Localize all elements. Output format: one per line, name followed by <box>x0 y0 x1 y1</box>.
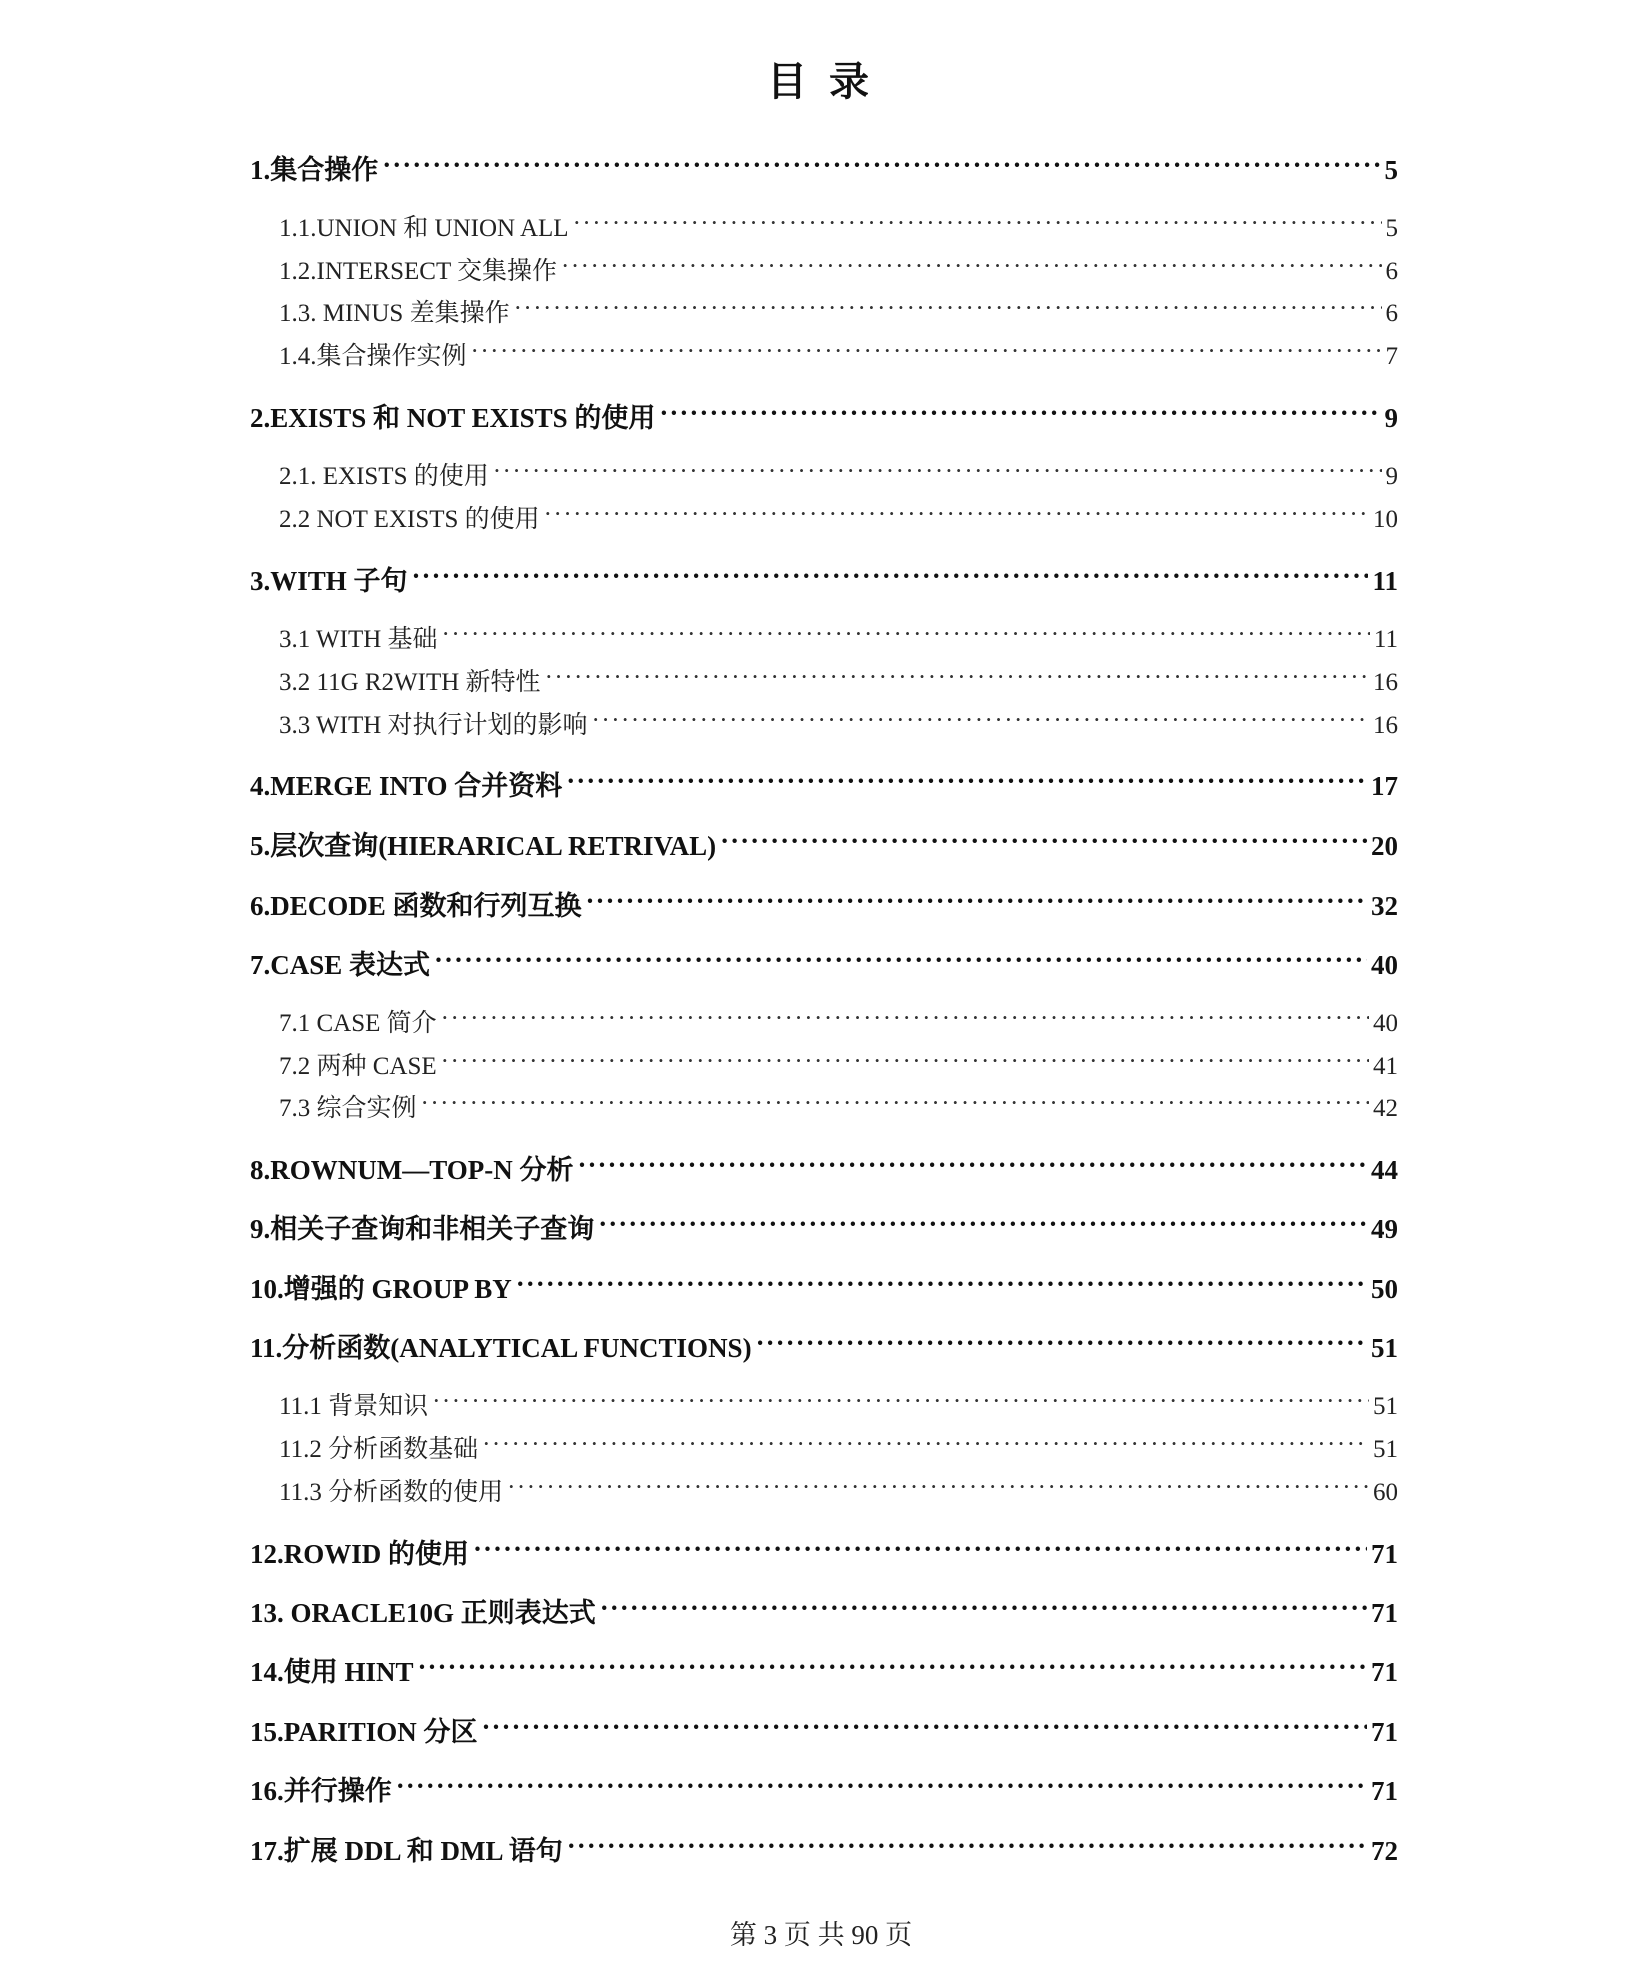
toc-dot-leader <box>586 886 1367 917</box>
toc-entry-page-number: 60 <box>1373 1479 1398 1506</box>
toc-chapter-entry[interactable] <box>250 1148 1398 1187</box>
toc-section-entry[interactable] <box>279 499 1398 535</box>
toc-chapter-entry[interactable] <box>250 396 1398 435</box>
toc-entry-title: 3.2 11G R2WITH 新特性 <box>279 669 541 696</box>
toc-entry-title: 11.3 分析函数的使用 <box>279 1479 504 1506</box>
toc-entry-page-number: 16 <box>1373 712 1398 739</box>
page-title: 目 录 <box>767 59 875 104</box>
toc-entry-title: 1.3. MINUS 差集操作 <box>279 300 510 327</box>
toc-entry-title: 5.层次查询(HIERARICAL RETRIVAL) <box>250 831 717 861</box>
toc-entry-title: 17.扩展 DDL 和 DML 语句 <box>250 1836 563 1866</box>
toc-entry-title: 2.EXISTS 和 NOT EXISTS 的使用 <box>250 403 656 433</box>
toc-dot-leader <box>418 1652 1367 1683</box>
toc-chapter-entry[interactable] <box>250 1650 1398 1689</box>
toc-dot-leader <box>561 253 1381 281</box>
toc-entry-page-number: 6 <box>1385 300 1398 327</box>
toc-chapter-entry[interactable] <box>250 148 1398 187</box>
toc-entry-title: 7.2 两种 CASE <box>279 1053 437 1080</box>
toc-entry-title: 11.1 背景知识 <box>279 1393 429 1420</box>
toc-entry-page-number: 5 <box>1385 215 1398 242</box>
toc-dot-leader <box>396 1771 1367 1802</box>
toc-dot-leader <box>412 561 1369 592</box>
toc-chapter-entry[interactable] <box>250 943 1398 982</box>
toc-dot-leader <box>421 1090 1369 1118</box>
toc-entry-page-number: 51 <box>1373 1393 1398 1420</box>
toc-section-entry[interactable] <box>279 1429 1398 1465</box>
toc-entry-title: 15.PARITION 分区 <box>250 1717 478 1747</box>
toc-chapter-entry[interactable] <box>250 824 1398 863</box>
toc-entry-title: 3.1 WITH 基础 <box>279 626 438 653</box>
toc-entry-title: 2.2 NOT EXISTS 的使用 <box>279 506 540 533</box>
toc-section-entry[interactable] <box>279 1003 1398 1039</box>
toc-section-entry[interactable] <box>279 1386 1398 1422</box>
toc-dot-leader <box>482 1431 1369 1459</box>
toc-entry-page-number: 9 <box>1384 403 1398 433</box>
toc-section-entry[interactable] <box>279 1088 1398 1124</box>
toc-entry-title: 1.1.UNION 和 UNION ALL <box>279 215 569 242</box>
toc-entry-title: 6.DECODE 函数和行列互换 <box>250 891 582 921</box>
toc-entry-page-number: 40 <box>1373 1010 1398 1037</box>
toc-entry-page-number: 71 <box>1371 1657 1398 1687</box>
toc-dot-leader <box>471 338 1382 366</box>
toc-entry-page-number: 11 <box>1372 566 1398 596</box>
toc-chapter-entry[interactable] <box>250 884 1398 923</box>
toc-entry-title: 7.1 CASE 简介 <box>279 1010 437 1037</box>
toc-entry-page-number: 41 <box>1373 1053 1398 1080</box>
toc-entry-page-number: 9 <box>1385 463 1398 490</box>
toc-dot-leader <box>544 501 1369 529</box>
toc-chapter-entry[interactable] <box>250 1710 1398 1749</box>
toc-entry-title: 3.3 WITH 对执行计划的影响 <box>279 712 588 739</box>
toc-entry-title: 11.分析函数(ANALYTICAL FUNCTIONS) <box>250 1333 752 1363</box>
toc-entry-page-number: 71 <box>1371 1539 1398 1569</box>
toc-entry-page-number: 32 <box>1371 891 1398 921</box>
toc-section-entry[interactable] <box>279 662 1398 698</box>
toc-entry-page-number: 11 <box>1373 626 1398 653</box>
toc-entry-title: 9.相关子查询和非相关子查询 <box>250 1214 595 1244</box>
toc-entry-page-number: 51 <box>1373 1436 1398 1463</box>
toc-entry-title: 16.并行操作 <box>250 1776 392 1806</box>
toc-entry-page-number: 5 <box>1384 155 1398 185</box>
toc-dot-leader <box>441 1005 1369 1033</box>
toc-entry-title: 3.WITH 子句 <box>250 566 408 596</box>
toc-chapter-entry[interactable] <box>250 764 1398 803</box>
toc-chapter-entry[interactable] <box>250 1532 1398 1571</box>
toc-dot-leader <box>507 1474 1369 1502</box>
page-footer: 第 3 页 共 90 页 <box>729 1920 913 1950</box>
toc-entry-page-number: 42 <box>1373 1095 1398 1122</box>
toc-entry-title: 12.ROWID 的使用 <box>250 1539 470 1569</box>
toc-chapter-entry[interactable] <box>250 1267 1398 1306</box>
toc-section-entry[interactable] <box>279 1472 1398 1508</box>
toc-entry-title: 1.集合操作 <box>250 155 379 185</box>
toc-dot-leader <box>567 1831 1367 1862</box>
toc-dot-leader <box>514 295 1382 323</box>
toc-entry-page-number: 51 <box>1371 1333 1398 1363</box>
toc-section-entry[interactable] <box>279 208 1398 244</box>
toc-section-entry[interactable] <box>279 293 1398 329</box>
toc-entry-title: 2.1. EXISTS 的使用 <box>279 463 489 490</box>
toc-dot-leader <box>442 621 1370 649</box>
toc-dot-leader <box>382 150 1380 181</box>
toc-entry-page-number: 44 <box>1371 1155 1398 1185</box>
toc-chapter-entry[interactable] <box>250 1591 1398 1630</box>
toc-chapter-entry[interactable] <box>250 559 1398 598</box>
toc-section-entry[interactable] <box>279 251 1398 287</box>
toc-entry-page-number: 20 <box>1371 831 1398 861</box>
toc-dot-leader <box>432 1388 1369 1416</box>
toc-entry-page-number: 71 <box>1371 1717 1398 1747</box>
toc-entry-page-number: 71 <box>1371 1598 1398 1628</box>
toc-entry-page-number: 17 <box>1371 771 1398 801</box>
toc-section-entry[interactable] <box>279 705 1398 741</box>
toc-entry-title: 7.3 综合实例 <box>279 1095 417 1122</box>
toc-entry-title: 13. ORACLE10G 正则表达式 <box>250 1598 596 1628</box>
toc-dot-leader <box>659 398 1380 429</box>
toc-entry-page-number: 10 <box>1373 506 1398 533</box>
toc-entry-page-number: 7 <box>1385 343 1398 370</box>
toc-dot-leader <box>578 1150 1368 1181</box>
toc-dot-leader <box>516 1269 1367 1300</box>
toc-dot-leader <box>434 945 1367 976</box>
toc-entry-title: 8.ROWNUM—TOP-N 分析 <box>250 1155 574 1185</box>
toc-dot-leader <box>573 210 1382 238</box>
toc-dot-leader <box>566 766 1367 797</box>
toc-entry-title: 14.使用 HINT <box>250 1657 414 1687</box>
toc-dot-leader <box>600 1593 1367 1624</box>
toc-entry-page-number: 50 <box>1371 1274 1398 1304</box>
toc-dot-leader <box>720 826 1367 857</box>
toc-chapter-entry[interactable] <box>250 1326 1398 1365</box>
toc-entry-page-number: 72 <box>1371 1836 1398 1866</box>
toc-entry-title: 1.2.INTERSECT 交集操作 <box>279 258 558 285</box>
toc-section-entry[interactable] <box>279 619 1398 655</box>
toc-section-entry[interactable] <box>279 456 1398 492</box>
toc-dot-leader <box>473 1534 1367 1565</box>
toc-entry-title: 1.4.集合操作实例 <box>279 343 467 370</box>
toc-dot-leader <box>756 1328 1367 1359</box>
toc-chapter-entry[interactable] <box>250 1207 1398 1246</box>
toc-entry-title: 7.CASE 表达式 <box>250 950 431 980</box>
toc-dot-leader <box>592 707 1369 735</box>
toc-section-entry[interactable] <box>279 1046 1398 1082</box>
toc-entry-title: 4.MERGE INTO 合并资料 <box>250 771 563 801</box>
toc-entry-page-number: 6 <box>1385 258 1398 285</box>
toc-entry-page-number: 16 <box>1373 669 1398 696</box>
toc-dot-leader <box>493 458 1382 486</box>
toc-dot-leader <box>545 664 1369 692</box>
toc-chapter-entry[interactable] <box>250 1829 1398 1868</box>
toc-dot-leader <box>598 1209 1367 1240</box>
toc-chapter-entry[interactable] <box>250 1769 1398 1808</box>
toc-entry-page-number: 49 <box>1371 1214 1398 1244</box>
toc-entry-title: 10.增强的 GROUP BY <box>250 1274 512 1304</box>
toc-entry-title: 11.2 分析函数基础 <box>279 1436 479 1463</box>
toc-section-entry[interactable] <box>279 336 1398 372</box>
toc-dot-leader <box>441 1048 1369 1076</box>
toc-dot-leader <box>482 1712 1367 1743</box>
toc-entry-page-number: 71 <box>1371 1776 1398 1806</box>
toc-entry-page-number: 40 <box>1371 950 1398 980</box>
